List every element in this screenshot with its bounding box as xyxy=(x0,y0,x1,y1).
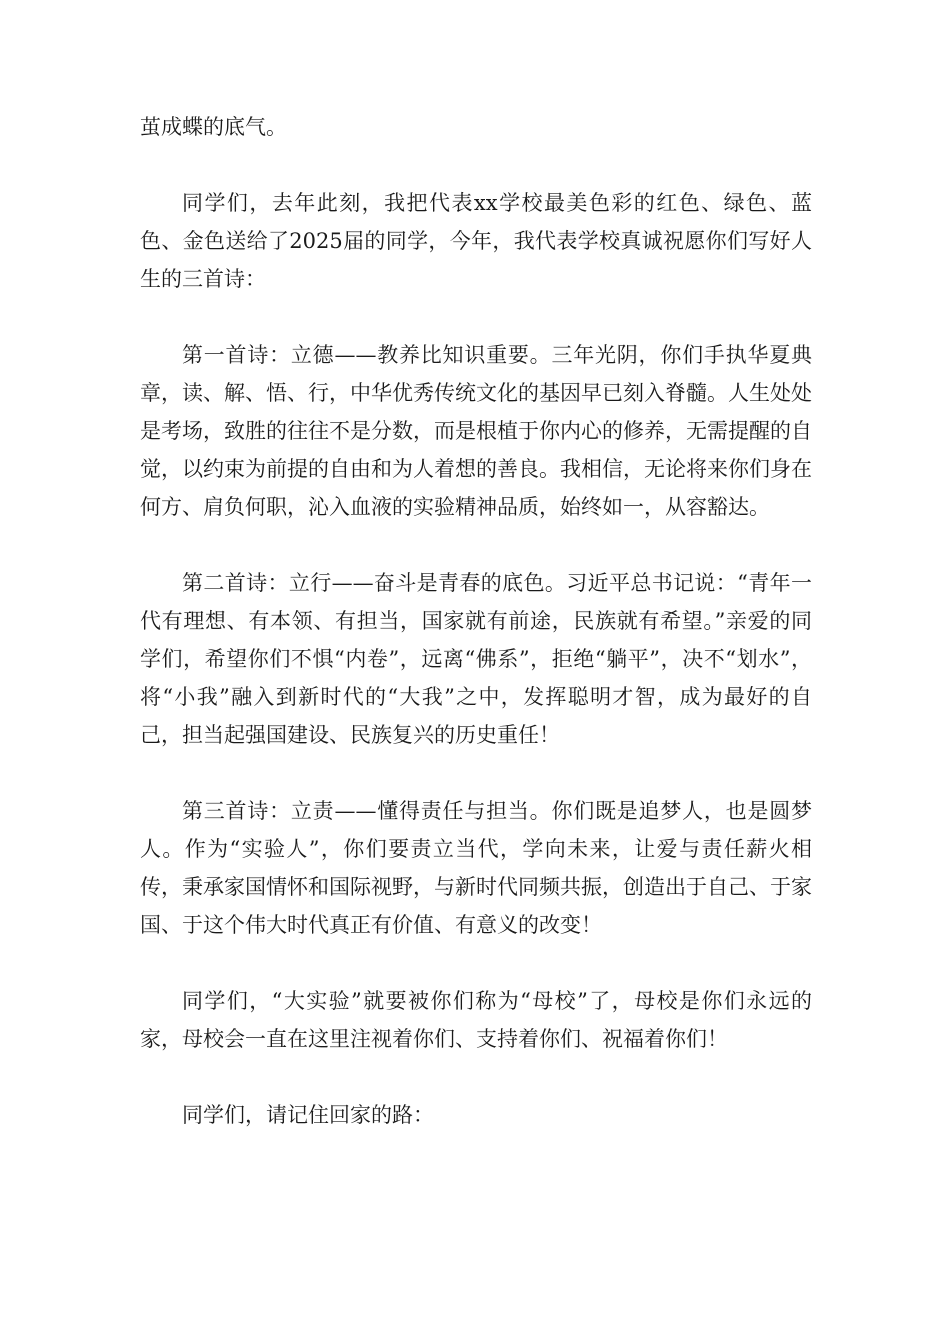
paragraph-third-poem: 第三首诗：立责——懂得责任与担当。你们既是追梦人，也是圆梦人。作为“实验人”，你们要责立当代，学向未来，让爱与责任薪火相传，秉承家国情怀和国际视野，与新时代同频共振，创造出于自己、于家国、于这个伟大时代真正有价值、有意义的改变！ xyxy=(140,799,812,937)
paragraph-second-poem: 第二首诗：立行——奋斗是青春的底色。习近平总书记说：“青年一代有理想、有本领、有担当，国家就有前途，民族就有希望。”亲爱的同学们，希望你们不惧“内卷”，远离“佛系”，拒绝“躺平”，决不“划水”，将“小我”融入到新时代的“大我”之中，发挥聪明才智，成为最好的自己，担当起强国建设、民族复兴的历史重任！ xyxy=(140,571,812,747)
paragraph-continuation: 茧成蝶的底气。 xyxy=(140,115,287,139)
document-body xyxy=(140,108,812,1172)
paragraph-colors-gift: 同学们，去年此刻，我把代表xx学校最美色彩的红色、绿色、蓝色、金色送给了2025届的同学，今年，我代表学校真诚祝愿你们写好人生的三首诗： xyxy=(140,191,812,291)
paragraph-alma-mater: 同学们，“大实验”就要被你们称为“母校”了，母校是你们永远的家，母校会一直在这里注视着你们、支持着你们、祝福着你们！ xyxy=(140,989,812,1051)
paragraph-first-poem: 第一首诗：立德——教养比知识重要。三年光阴，你们手执华夏典章，读、解、悟、行，中华优秀传统文化的基因早已刻入脊髓。人生处处是考场，致胜的往往不是分数，而是根植于你内心的修养，无需提醒的自觉，以约束为前提的自由和为人着想的善良。我相信，无论将来你们身在何方、肩负何职，沁入血液的实验精神品质，始终如一，从容豁达。 xyxy=(140,343,812,519)
paragraph-way-home: 同学们，请记住回家的路： xyxy=(182,1103,434,1127)
